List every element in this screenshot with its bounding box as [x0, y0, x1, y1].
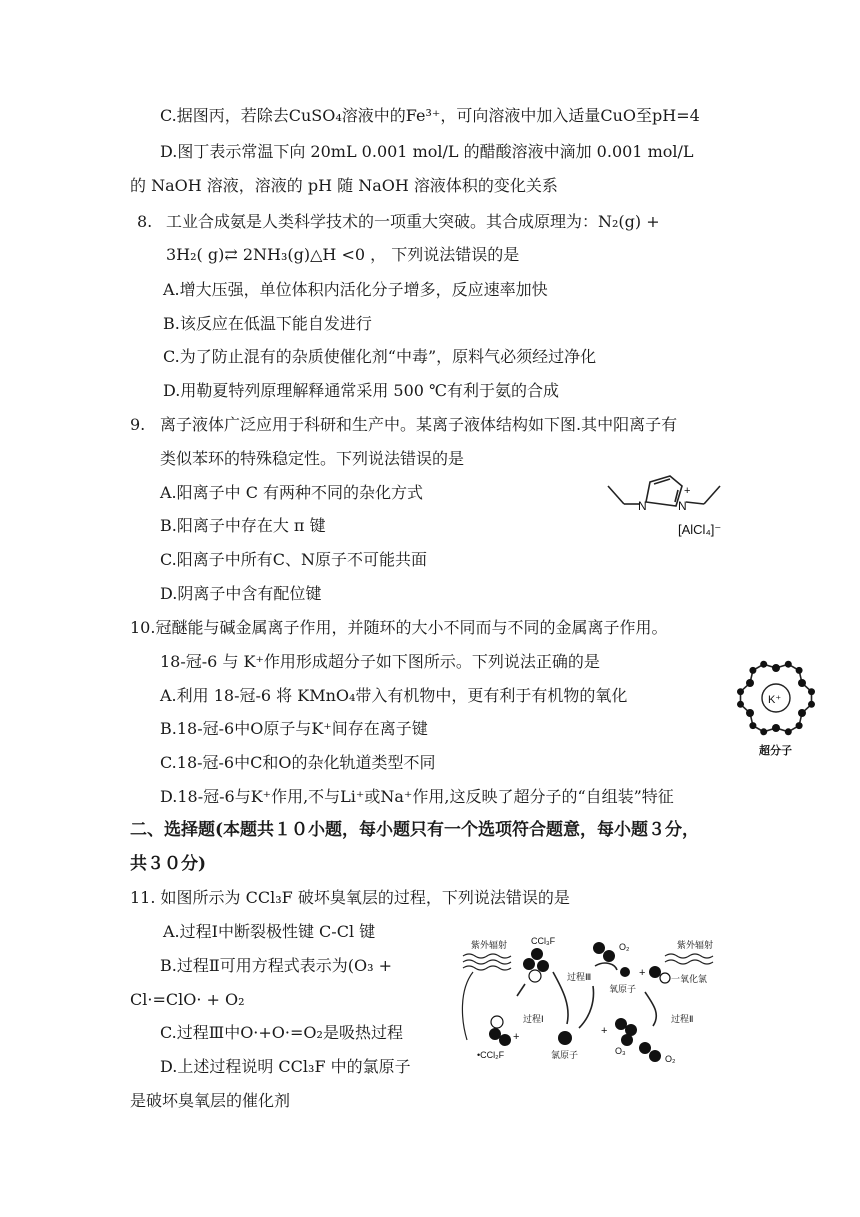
o3-label: O₃: [615, 1046, 626, 1056]
process-2-label: 过程Ⅱ: [671, 1014, 694, 1024]
crown-carbon-atom: [785, 728, 792, 735]
uv-label-left: 紫外辐射: [471, 940, 508, 950]
k-ion-label: K⁺: [768, 694, 782, 706]
q10-option-d: D.18-冠-6与K⁺作用,不与Li⁺或Na⁺作用,这反映了超分子的“自组装”特征: [160, 787, 674, 806]
q9-stem-line2: 类似苯环的特殊稳定性。下列说法错误的是: [160, 449, 465, 468]
clo-molecule-icon: [649, 966, 670, 983]
uv-waves-left-icon: [463, 954, 511, 970]
arrow-down-1: [517, 984, 525, 996]
crown-carbon-atom: [796, 722, 803, 729]
ccl2f-label: •CCl₂F: [477, 1050, 505, 1060]
q11-option-b-line2: Cl·=ClO· + O₂: [130, 990, 245, 1009]
plus-1: +: [513, 1031, 520, 1043]
q11-option-c: C.过程Ⅲ中O·+O·=O₂是吸热过程: [160, 1023, 403, 1042]
ionic-liquid-n-right: N: [678, 499, 687, 513]
q10-option-a: A.利用 18-冠-6 将 KMnO₄带入有机物中，更有利于有机物的氧化: [160, 686, 628, 705]
ozone-destruction-figure: [445, 930, 735, 1070]
q11-stem: 11. 如图所示为 CCl₃F 破坏臭氧层的过程，下列说法错误的是: [130, 888, 570, 907]
q10-option-b: B.18-冠-6中O原子与K⁺间存在离子键: [160, 719, 428, 738]
o2-bottom-label: O₂: [665, 1054, 676, 1064]
section-2-heading-line2: 共３０分): [130, 854, 207, 874]
q9-stem-line1: 离子液体广泛应用于科研和生产中。某离子液体结构如下图.其中阳离子有: [160, 415, 678, 434]
crown-carbon-atom: [737, 701, 744, 708]
section-2-heading-line1: 二、选择题(本题共１０小题，每小题只有一个选项符合题意，每小题３分，: [130, 820, 700, 840]
q7-option-d-line2: 的 NaOH 溶液，溶液的 pH 随 NaOH 溶液体积的变化关系: [130, 176, 558, 195]
plus-2: +: [601, 1025, 608, 1037]
q9-option-a: A.阳离子中 C 有两种不同的杂化方式: [160, 483, 424, 502]
plus-3: +: [639, 967, 646, 979]
q10-stem-line1: 10.冠醚能与碱金属离子作用，并随环的大小不同而与不同的金属离子作用。: [130, 618, 668, 637]
ccl2f-molecule-icon: [489, 1016, 511, 1046]
o2-bottom-molecule-icon: [639, 1042, 661, 1062]
process-1-label: 过程Ⅰ: [523, 1014, 544, 1024]
q10-option-c: C.18-冠-6中C和O的杂化轨道类型不同: [160, 753, 436, 772]
supramolecule-caption: 超分子: [759, 745, 792, 757]
q11-option-d-line1: D.上述过程说明 CCl₃F 中的氯原子: [160, 1057, 411, 1076]
crown-oxygen-atom: [746, 679, 754, 687]
crown-carbon-atom: [760, 728, 767, 735]
q11-option-b-line1: B.过程Ⅱ可用方程式表示为(O₃ +: [160, 956, 392, 975]
crown-carbon-atom: [796, 667, 803, 674]
q8-stem-line2: 3H₂( g)⇄ 2NH₃(g)△H <0 ， 下列说法错误的是: [166, 245, 520, 264]
crown-carbon-atom: [749, 667, 756, 674]
q9-option-b: B.阳离子中存在大 π 键: [160, 516, 326, 535]
crown-ether-supramolecule-figure: [730, 652, 825, 760]
process-3-label: 过程Ⅲ: [567, 972, 592, 982]
crown-carbon-atom: [785, 661, 792, 668]
ionic-liquid-n-left: N: [638, 499, 647, 513]
crown-carbon-atom: [808, 688, 815, 695]
ionic-liquid-charge: +: [684, 485, 691, 497]
o2-top-label: O₂: [619, 942, 630, 952]
crown-oxygen-atom: [772, 724, 780, 732]
uv-left-curve: [462, 972, 473, 1040]
q7-option-d-line1: D.图丁表示常温下向 20mL 0.001 mol/L 的醋酸溶液中滴加 0.001 mol/L: [160, 142, 694, 161]
crown-carbon-atom: [808, 701, 815, 708]
o3-molecule-icon: [615, 1018, 637, 1046]
q9-option-d: D.阴离子中含有配位键: [160, 584, 322, 603]
crown-oxygen-atom: [798, 679, 806, 687]
q7-option-c: C.据图丙，若除去CuSO₄溶液中的Fe³⁺，可向溶液中加入适量CuO至pH=4: [160, 106, 700, 125]
oxygen-atom-label: 氧原子: [609, 984, 637, 994]
ccl3f-label-top: CCl₃F: [531, 936, 556, 946]
uv-label-right: 紫外辐射: [677, 940, 714, 950]
crown-oxygen-atom: [798, 709, 806, 717]
ccl3f-molecule-icon: [523, 948, 549, 982]
crown-carbon-atom: [749, 722, 756, 729]
crown-carbon-atom: [737, 688, 744, 695]
crown-oxygen-atom: [746, 709, 754, 717]
q9-option-c: C.阳离子中所有C、N原子不可能共面: [160, 550, 428, 569]
ionic-liquid-structure-figure: [600, 464, 730, 544]
o2-top-molecule-icon: [593, 942, 615, 962]
q8-option-c: C.为了防止混有的杂质使催化剂“中毒”，原料气必须经过净化: [163, 347, 597, 366]
clo-label: 一氧化氯: [671, 974, 708, 984]
ionic-liquid-anion: [AlCl₄]⁻: [678, 522, 722, 537]
q11-option-a: A.过程Ⅰ中断裂极性键 C-Cl 键: [163, 922, 376, 941]
q8-option-a: A.增大压强，单位体积内活化分子增多，反应速率加快: [163, 280, 548, 299]
uv-waves-right-icon: [665, 954, 713, 964]
q11-option-d-line2: 是破坏臭氧层的催化剂: [130, 1091, 291, 1110]
oxygen-atom-icon: [620, 967, 630, 977]
q8-number: 8.: [137, 212, 153, 231]
chlorine-atom-icon: [558, 1031, 572, 1045]
crown-carbon-atom: [760, 661, 767, 668]
q8-option-b: B.该反应在低温下能自发进行: [163, 314, 372, 333]
q8-option-d: D.用勒夏特列原理解释通常采用 500 ℃有利于氨的合成: [163, 381, 559, 400]
q9-number: 9.: [130, 415, 146, 434]
chlorine-atom-label: 氯原子: [551, 1050, 579, 1060]
q8-stem-line1: 工业合成氨是人类科学技术的一项重大突破。其合成原理为：N₂(g) +: [166, 212, 660, 231]
crown-oxygen-atom: [772, 664, 780, 672]
q10-stem-line2: 18-冠-6 与 K⁺作用形成超分子如下图所示。下列说法正确的是: [160, 652, 600, 671]
